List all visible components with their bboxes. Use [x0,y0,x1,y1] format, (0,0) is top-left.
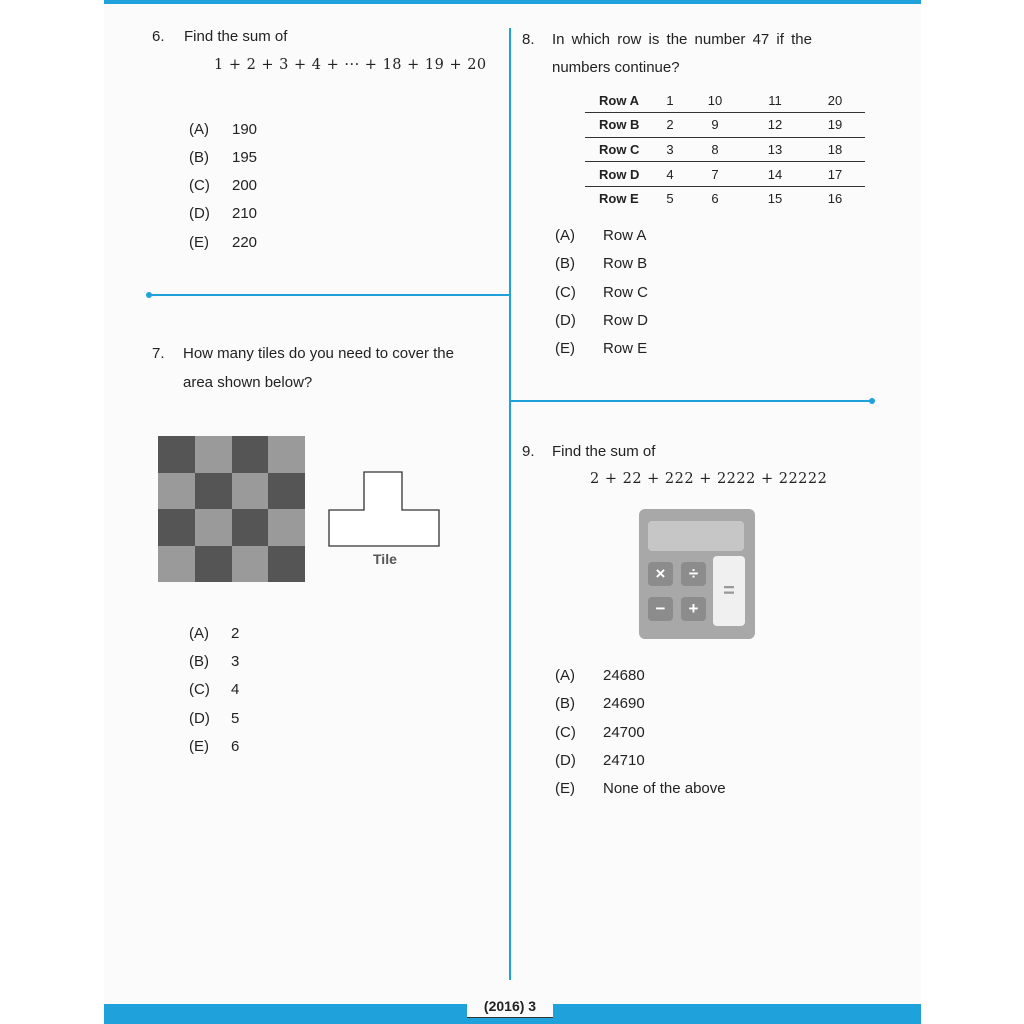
area-cell-light [232,546,269,583]
table-cell: 3 [655,137,685,162]
question-number: 8. [522,31,535,48]
number-rows-table [585,88,865,211]
question-prompt-cont: numbers continue? [552,59,680,76]
divide-key-icon: ÷ [681,562,706,586]
area-cell-dark [195,473,232,510]
column-divider [509,28,511,980]
table-cell: 13 [745,137,805,162]
question-prompt: In which row is the number 47 if the [552,31,812,48]
area-cell-light [232,473,269,510]
multiply-key-icon: × [648,562,673,586]
area-cell-light [158,473,195,510]
table-cell: 6 [711,191,719,207]
table-row [585,162,865,187]
top-rule [104,0,921,4]
question-number: 6. [152,28,165,45]
table-row [585,88,865,113]
divider-q6-q7 [148,294,510,296]
table-cell: 2 [655,113,685,138]
table-cell: 15 [767,191,783,207]
equals-key-icon: = [713,556,745,626]
area-cell-dark [158,436,195,473]
area-cell-light [158,546,195,583]
table-cell: 12 [745,113,805,138]
question-number: 7. [152,345,165,362]
area-cell-light [195,509,232,546]
table-cell: 4 [655,162,685,187]
row-label: Row D [585,162,655,187]
table-cell: 10 [685,88,745,113]
table-cell: 14 [745,162,805,187]
plus-key-icon: + [681,597,706,621]
row-label: Row E [599,191,639,207]
row-label: Row C [585,137,655,162]
question-prompt: How many tiles do you need to cover the [183,345,454,362]
table-cell: 17 [805,162,865,187]
calculator-icon [639,509,755,639]
calculator-screen [648,521,744,551]
table-cell: 8 [685,137,745,162]
row-label: Row B [585,113,655,138]
row-label: Row A [585,88,655,113]
tile-label: Tile [373,551,397,567]
table-cell: 1 [655,88,685,113]
table-row [585,186,865,211]
area-cell-dark [268,473,305,510]
question-prompt-cont: area shown below? [183,374,313,391]
area-cell-dark [232,509,269,546]
page-number: (2016) 3 [467,996,553,1018]
math-expression: 2 + 22 + 222 + 2222 + 22222 [590,471,828,487]
table-cell: 19 [805,113,865,138]
question-number: 9. [522,443,535,460]
table-cell: 20 [805,88,865,113]
minus-key-icon: − [648,597,673,621]
divider-dot [146,292,152,298]
table-cell: 16 [827,191,843,207]
divider-q8-q9 [510,400,872,402]
table-row [585,137,865,162]
area-cell-light [195,436,232,473]
table-cell: 7 [685,162,745,187]
question-prompt: Find the sum of [184,28,288,45]
table-cell: 18 [805,137,865,162]
area-cell-dark [158,509,195,546]
area-cell-light [268,509,305,546]
math-expression: 1 + 2 + 3 + 4 + ··· + 18 + 19 + 20 [214,57,487,73]
area-cell-dark [195,546,232,583]
table-cell: 9 [685,113,745,138]
divider-dot [869,398,875,404]
tile-shape [326,470,442,550]
area-cell-dark [232,436,269,473]
table-cell: 5 [666,191,674,207]
area-cell-light [268,436,305,473]
table-cell: 11 [745,88,805,113]
area-cell-dark [268,546,305,583]
question-prompt: Find the sum of [552,443,656,460]
checkerboard-area [158,436,305,582]
table-row [585,113,865,138]
